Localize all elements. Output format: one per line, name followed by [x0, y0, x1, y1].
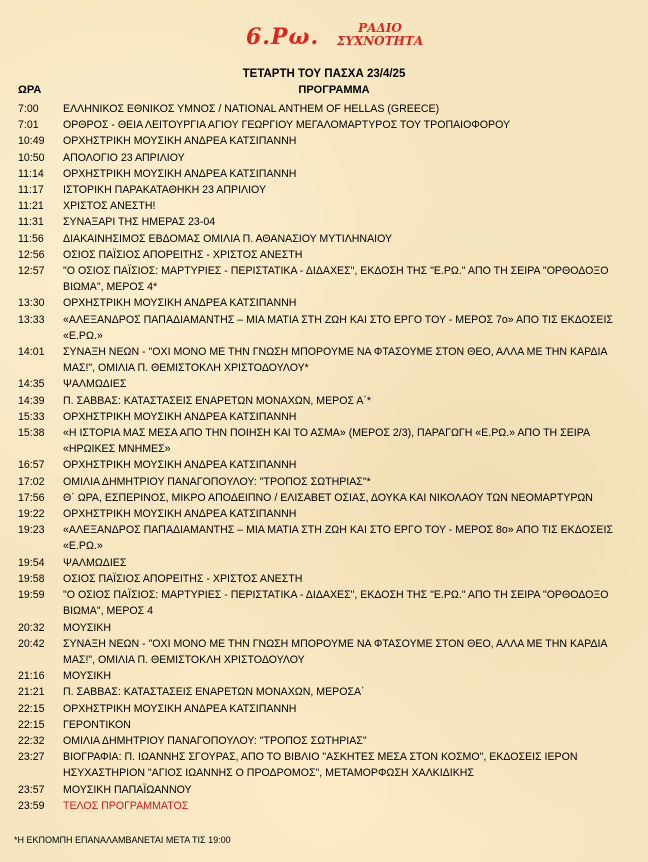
- schedule-time: 22:15: [18, 718, 45, 731]
- schedule-row: [0, 733, 648, 749]
- schedule-time: 19:22: [18, 508, 45, 521]
- program-column-header: ΠΡΟΓΡΑΜΜΑ: [298, 84, 370, 96]
- schedule-program: ΟΜΙΛΙΑ ΔΗΜΗΤΡΙΟΥ ΠΑΝΑΓΟΠΟΥΛΟΥ: "ΤΡΟΠΟΣ ΣΩΤΗΡΙΑΣ": [63, 734, 367, 747]
- schedule-row: [0, 749, 648, 781]
- schedule-time: 19:59: [18, 589, 45, 602]
- schedule-program: ΣΥΝΑΞΗ ΝΕΩΝ - "ΟΧΙ ΜΟΝΟ ΜΕ ΤΗΝ ΓΝΩΣΗ ΜΠΟΡΟΥΜΕ ΝΑ ΦΤΑΣΟΥΜΕ ΣΤΟΝ ΘΕΟ, ΑΛΛΑ ΜΕ ΤΗΝ ΚΑΡΔΙΑ ΜΑΣ!", ΟΜΙΛΙΑ Π. ΘΕΜΙΣΤΟΚΛΗ ΧΡΙΣΤΟΔΟΥΛΟΥ: [63, 637, 607, 666]
- schedule-row: [0, 214, 648, 230]
- schedule-program: ΜΟΥΣΙΚΗ: [63, 621, 111, 634]
- schedule-program: ΟΡΧΗΣΤΡΙΚΗ ΜΟΥΣΙΚΗ ΑΝΔΡΕΑ ΚΑΤΣΙΠΑΝΝΗ: [63, 167, 297, 180]
- schedule-time: 11:31: [18, 216, 44, 229]
- schedule-row: [0, 717, 648, 733]
- schedule-time: 10:50: [18, 151, 45, 164]
- schedule-row: [0, 425, 648, 457]
- schedule-row: [0, 457, 648, 473]
- schedule-time: 22:32: [18, 734, 45, 747]
- schedule-program: Θ΄ ΩΡΑ, ΕΣΠΕΡΙΝΟΣ, ΜΙΚΡΟ ΑΠΟΔΕΙΠΝΟ / ΕΛΙΣΑΒΕΤ ΟΣΙΑΣ, ΔΟΥΚΑ ΚΑΙ ΝΙΚΟΛΑΟΥ ΤΩΝ ΝΕΟΜΑΡΤΥΡΩΝ: [63, 491, 593, 504]
- schedule-row: [0, 150, 648, 166]
- schedule-program: ΜΟΥΣΙΚΗ ΠΑΠΑΪΩΑΝΝΟΥ: [63, 783, 192, 796]
- schedule-time: 19:58: [18, 572, 45, 585]
- schedule-program: ΟΡΧΗΣΤΡΙΚΗ ΜΟΥΣΙΚΗ ΑΝΔΡΕΑ ΚΑΤΣΙΠΑΝΝΗ: [63, 459, 297, 472]
- schedule-program: ΨΑΛΜΩΔΙΕΣ: [63, 378, 127, 391]
- schedule-row: [0, 263, 648, 295]
- schedule-program: «ΑΛΕΞΑΝΔΡΟΣ ΠΑΠΑΔΙΑΜΑΝΤΗΣ – ΜΙΑ ΜΑΤΙΑ ΣΤΗ ΖΩΗ ΚΑΙ ΣΤΟ ΕΡΓΟ ΤΟΥ - ΜΕΡΟΣ 7ο» ΑΠΟ ΤΙΣ ΕΚΔΟΣΕΙΣ «Ε.ΡΩ.»: [63, 313, 613, 342]
- schedule-program: ΜΟΥΣΙΚΗ: [63, 670, 111, 683]
- schedule-time: 21:21: [18, 686, 45, 699]
- schedule-row: [0, 166, 648, 182]
- schedule-program: ΟΡΧΗΣΤΡΙΚΗ ΜΟΥΣΙΚΗ ΑΝΔΡΕΑ ΚΑΤΣΙΠΑΝΝΗ: [63, 135, 297, 148]
- schedule-program: «ΑΛΕΞΑΝΔΡΟΣ ΠΑΠΑΔΙΑΜΑΝΤΗΣ – ΜΙΑ ΜΑΤΙΑ ΣΤΗ ΖΩΗ ΚΑΙ ΣΤΟ ΕΡΓΟ ΤΟΥ - ΜΕΡΟΣ 8ο» ΑΠΟ ΤΙΣ ΕΚΔΟΣΕΙΣ «Ε.ΡΩ.»: [63, 524, 613, 553]
- schedule-row: [0, 231, 648, 247]
- footnote: *Η ΕΚΠΟΜΠΗ ΕΠΑΝΑΛΑΜΒΑΝΕΤΑΙ ΜΕΤΑ ΤΙΣ 19:00: [14, 835, 231, 845]
- schedule-program: ΟΡΘΡΟΣ - ΘΕΙΑ ΛΕΙΤΟΥΡΓΙΑ ΑΓΙΟΥ ΓΕΩΡΓΙΟΥ ΜΕΓΑΛΟΜΑΡΤΥΡΟΣ ΤΟΥ ΤΡΟΠΑΙΟΦΟΡΟΥ: [63, 119, 511, 132]
- schedule-row: [0, 522, 648, 554]
- schedule-row: [0, 587, 648, 619]
- schedule-program: ΟΣΙΟΣ ΠΑΪΣΙΟΣ ΑΠΟΡΕΙΤΗΣ - ΧΡΙΣΤΟΣ ΑΝΕΣΤΗ: [63, 248, 303, 261]
- schedule-row: [0, 636, 648, 668]
- schedule-time: 20:32: [18, 621, 45, 634]
- schedule-time: 14:35: [18, 378, 45, 391]
- schedule-program: ΟΣΙΟΣ ΠΑΪΣΙΟΣ ΑΠΟΡΕΙΤΗΣ - ΧΡΙΣΤΟΣ ΑΝΕΣΤΗ: [63, 572, 303, 585]
- schedule-program: "Ο ΟΣΙΟΣ ΠΑΪΣΙΟΣ: ΜΑΡΤΥΡΙΕΣ - ΠΕΡΙΣΤΑΤΙΚΑ - ΔΙΔΑΧΕΣ", ΕΚΔΟΣΗ ΤΗΣ "Ε.ΡΩ." ΑΠΟ ΤΗ ΣΕΙΡΑ "ΟΡΘΟΔΟΞΟ ΒΙΩΜΑ", ΜΕΡΟΣ 4: [63, 589, 609, 618]
- schedule-time: 12:56: [18, 248, 45, 261]
- schedule-row: [0, 782, 648, 798]
- schedule-row: [0, 474, 648, 490]
- schedule-row: [0, 117, 648, 133]
- schedule-program: ΕΛΛΗΝΙΚΟΣ ΕΘΝΙΚΟΣ ΥΜΝΟΣ / NATIONAL ANTHEM OF HELLAS (GREECE): [63, 103, 440, 115]
- schedule-program: ΨΑΛΜΩΔΙΕΣ: [63, 556, 127, 569]
- schedule-row: [0, 798, 648, 814]
- schedule-time: 19:23: [18, 524, 45, 537]
- schedule-program: ΒΙΟΓΡΑΦΙΑ: Π. ΙΩΑΝΝΗΣ ΣΓΟΥΡΑΣ, ΑΠΟ ΤΟ ΒΙΒΛΙΟ "ΑΣΚΗΤΕΣ ΜΕΣΑ ΣΤΟΝ ΚΟΣΜΟ", ΕΚΔΟΣΕΙΣ ΙΕΡΟΝ ΗΣΥΧΑΣΤΗΡΙΟΝ "ΑΓΙΟΣ ΙΩΑΝΝΗΣ Ο ΠΡΟΔΡΟΜΟΣ", ΜΕΤΑΜΟΡΦΩΣΗ ΧΑΛΚΙΔΙΚΗΣ: [63, 751, 578, 780]
- schedule-row: [0, 490, 648, 506]
- schedule-row: [0, 344, 648, 376]
- schedule-program: "Ο ΟΣΙΟΣ ΠΑΪΣΙΟΣ: ΜΑΡΤΥΡΙΕΣ - ΠΕΡΙΣΤΑΤΙΚΑ - ΔΙΔΑΧΕΣ", ΕΚΔΟΣΗ ΤΗΣ "Ε.ΡΩ." ΑΠΟ ΤΗ ΣΕΙΡΑ "ΟΡΘΟΔΟΞΟ ΒΙΩΜΑ", ΜΕΡΟΣ 4*: [63, 265, 609, 294]
- schedule-row: [0, 555, 648, 571]
- schedule-row: [0, 684, 648, 700]
- schedule-row: [0, 393, 648, 409]
- schedule-time: 11:14: [18, 167, 44, 180]
- schedule-program: Π. ΣΑΒΒΑΣ: ΚΑΤΑΣΤΑΣΕΙΣ ΕΝΑΡΕΤΩΝ ΜΟΝΑΧΩΝ, ΜΕΡΟΣ Α΄*: [63, 394, 372, 407]
- schedule-program: ΟΜΙΛΙΑ ΔΗΜΗΤΡΙΟΥ ΠΑΝΑΓΟΠΟΥΛΟΥ: "ΤΡΟΠΟΣ ΣΩΤΗΡΙΑΣ"*: [63, 475, 371, 488]
- schedule-time: 15:33: [18, 410, 45, 423]
- schedule-time: 14:39: [18, 394, 45, 407]
- schedule-time: 22:15: [18, 702, 45, 715]
- schedule-row: [0, 376, 648, 392]
- schedule-row: [0, 133, 648, 149]
- schedule-time: 11:21: [18, 200, 44, 213]
- schedule-time: 20:42: [18, 637, 45, 650]
- schedule-program: ΟΡΧΗΣΤΡΙΚΗ ΜΟΥΣΙΚΗ ΑΝΔΡΕΑ ΚΑΤΣΙΠΑΝΝΗ: [63, 702, 297, 715]
- schedule-time: 13:30: [18, 297, 45, 310]
- schedule-row: [0, 182, 648, 198]
- schedule-row: [0, 571, 648, 587]
- logo-text-line2: ΣΥΧΝΟΤΗΤΑ: [336, 34, 424, 48]
- schedule-row: [0, 198, 648, 214]
- schedule-program: ΣΥΝΑΞΗ ΝΕΩΝ - "ΟΧΙ ΜΟΝΟ ΜΕ ΤΗΝ ΓΝΩΣΗ ΜΠΟΡΟΥΜΕ ΝΑ ΦΤΑΣΟΥΜΕ ΣΤΟΝ ΘΕΟ, ΑΛΛΑ ΜΕ ΤΗΝ ΚΑΡΔΙΑ ΜΑΣ!", ΟΜΙΛΙΑ Π. ΘΕΜΙΣΤΟΚΛΗ ΧΡΙΣΤΟΔΟΥΛΟΥ*: [63, 346, 607, 375]
- schedule-program: Π. ΣΑΒΒΑΣ: ΚΑΤΑΣΤΑΣΕΙΣ ΕΝΑΡΕΤΩΝ ΜΟΝΑΧΩΝ, ΜΕΡΟΣΑ΄: [63, 686, 365, 699]
- schedule-program: «Η ΙΣΤΟΡΙΑ ΜΑΣ ΜΕΣΑ ΑΠΟ ΤΗΝ ΠΟΙΗΣΗ ΚΑΙ ΤΟ ΑΣΜΑ» (ΜΕΡΟΣ 2/3), ΠΑΡΑΓΩΓΗ «Ε.ΡΩ.» ΑΠΟ ΤΗ ΣΕΙΡΑ «ΗΡΩΙΚΕΣ ΜΝΗΜΕΣ»: [63, 427, 590, 456]
- schedule-row: [0, 101, 648, 117]
- schedule-time: 23:57: [18, 783, 45, 796]
- schedule-time: 14:01: [18, 346, 45, 359]
- logo-mark: 6.Ρω.: [246, 24, 320, 50]
- schedule-row: [0, 312, 648, 344]
- schedule-program: ΓΕΡΟΝΤΙΚΟΝ: [63, 718, 131, 731]
- schedule-program: ΟΡΧΗΣΤΡΙΚΗ ΜΟΥΣΙΚΗ ΑΝΔΡΕΑ ΚΑΤΣΙΠΑΝΝΗ: [63, 508, 297, 521]
- schedule-program: ΙΣΤΟΡΙΚΗ ΠΑΡΑΚΑΤΑΘΗΚΗ 23 ΑΠΡΙΛΙΟΥ: [63, 184, 267, 197]
- page-title: ΤΕΤΑΡΤΗ ΤΟΥ ΠΑΣΧΑ 23/4/25: [242, 68, 406, 80]
- schedule-time: 11:17: [18, 184, 44, 197]
- schedule-time: 10:49: [18, 135, 45, 148]
- schedule-time: 23:59: [18, 799, 45, 812]
- schedule-row: [0, 668, 648, 684]
- schedule-program: ΟΡΧΗΣΤΡΙΚΗ ΜΟΥΣΙΚΗ ΑΝΔΡΕΑ ΚΑΤΣΙΠΑΝΝΗ: [63, 410, 297, 423]
- station-logo: [0, 22, 648, 62]
- schedule-time: 23:27: [18, 751, 45, 764]
- schedule-row: [0, 620, 648, 636]
- schedule-program: ΤΕΛΟΣ ΠΡΟΓΡΑΜΜΑΤΟΣ: [63, 799, 189, 812]
- logo-text-line1: ΡΑΔΙΟ: [358, 21, 402, 35]
- schedule-row: [0, 506, 648, 522]
- schedule-time: 17:02: [18, 475, 45, 488]
- schedule-program: ΔΙΑΚΑΙΝΗΣΙΜΟΣ ΕΒΔΟΜΑΣ ΟΜΙΛΙΑ Π. ΑΘΑΝΑΣΙΟΥ ΜΥΤΙΛΗΝΑΙΟΥ: [63, 232, 393, 245]
- time-column-header: ΩΡΑ: [18, 84, 42, 96]
- schedule-program: ΟΡΧΗΣΤΡΙΚΗ ΜΟΥΣΙΚΗ ΑΝΔΡΕΑ ΚΑΤΣΙΠΑΝΝΗ: [63, 297, 297, 310]
- schedule-row: [0, 247, 648, 263]
- schedule-program: ΧΡΙΣΤΟΣ ΑΝΕΣΤΗ!: [63, 200, 156, 213]
- schedule-row: [0, 409, 648, 425]
- schedule-row: [0, 701, 648, 717]
- schedule-program: ΣΥΝΑΞΑΡΙ ΤΗΣ ΗΜΕΡΑΣ 23-04: [63, 216, 216, 229]
- schedule-time: 12:57: [18, 265, 45, 278]
- schedule-list: [0, 101, 648, 814]
- schedule-time: 15:38: [18, 427, 45, 440]
- schedule-time: 19:54: [18, 556, 45, 569]
- schedule-program: ΑΠΟΛΟΓΙΟ 23 ΑΠΡΙΛΙΟΥ: [63, 151, 185, 164]
- schedule-time: 17:56: [18, 491, 45, 504]
- schedule-time: 16:57: [18, 459, 45, 472]
- schedule-row: [0, 295, 648, 311]
- schedule-time: 11:56: [18, 232, 44, 245]
- schedule-time: 13:33: [18, 313, 45, 326]
- schedule-time: 7:01: [18, 119, 39, 132]
- schedule-time: 21:16: [18, 670, 45, 683]
- schedule-time: 7:00: [18, 103, 39, 115]
- logo-text: [330, 22, 430, 48]
